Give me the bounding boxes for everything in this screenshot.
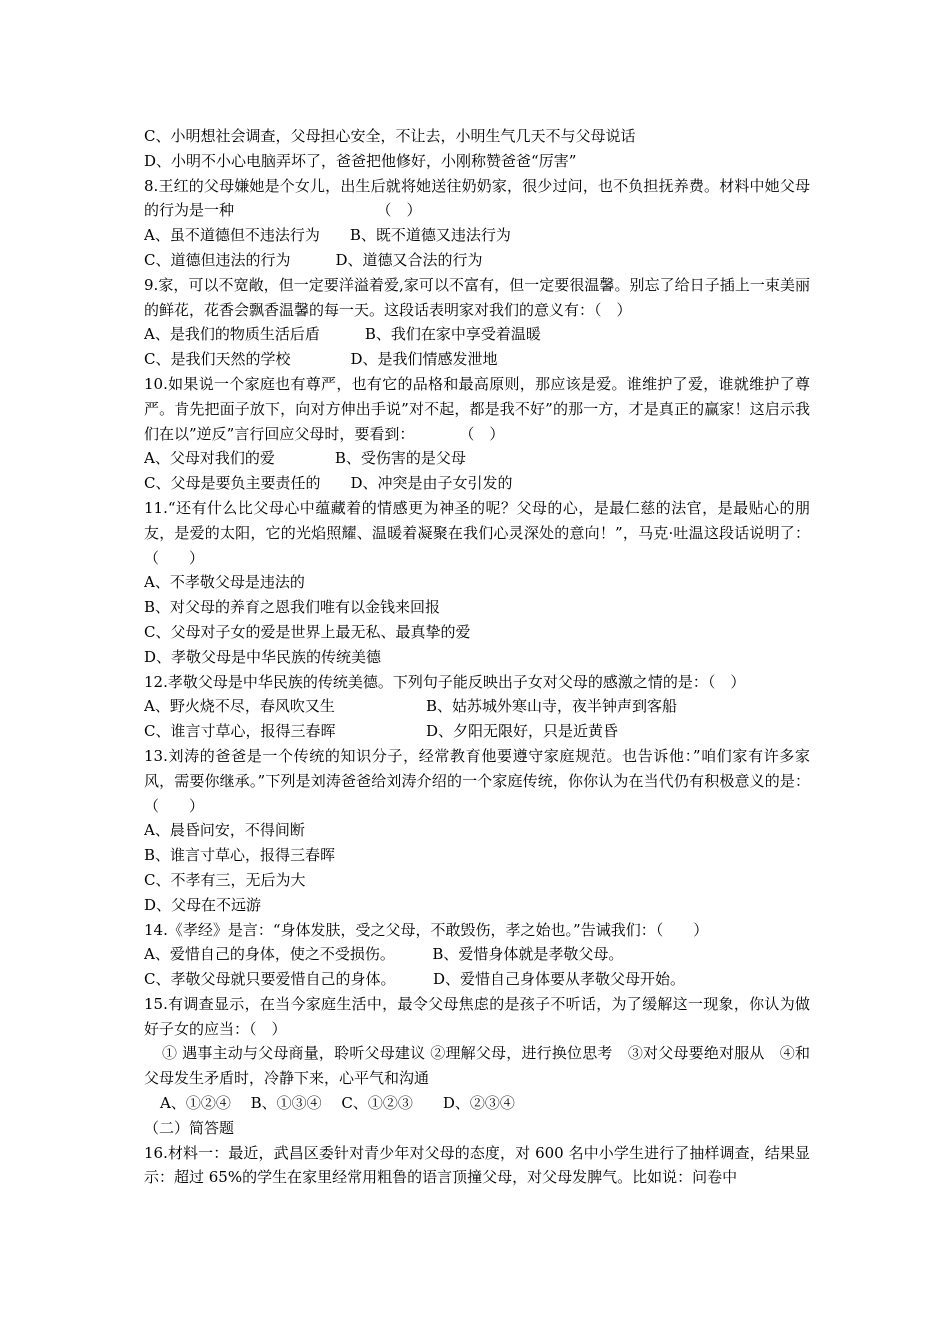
q15-stem: 15.有调查显示，在当今家庭生活中，最令父母焦虑的是孩子不听话，为了缓解这一现象，你认为做好子女的应当：（ ） — [144, 994, 810, 1038]
q12-options-ab — [144, 694, 810, 719]
q11-option-a: A、不孝敬父母是违法的 — [144, 573, 305, 592]
q8-stem: 8.王红的父母嫌她是个女儿，出生后就将她送往奶奶家，很少过问，也不负担抚养费。材料中她父母的行为是一种 （ ） — [144, 176, 810, 220]
q11-stem: 11.“还有什么比父母心中蕴藏着的情感更为神圣的呢？父母的心，是最仁慈的法官，是最贴心的朋友，是爱的太阳，它的光焰照耀、温暖着凝聚在我们心灵深处的意向！”，马克·吐温这段话说明了：（ ） — [144, 498, 810, 567]
q9-stem: 9.家，可以不宽敞，但一定要洋溢着爱,家可以不富有，但一定要很温馨。别忘了给日子插上一束美丽的鲜花，花香会飘香温馨的每一天。这段话表明家对我们的意义有：（ ） — [144, 275, 810, 319]
q10-stem: 10.如果说一个家庭也有尊严，也有它的品格和最高原则，那应该是爱。谁维护了爱，谁就维护了尊严。肯先把面子放下，向对方伸出手说”对不起，都是我不好”的那一方，才是真正的赢家！这启示我们在以”逆反”言行回应父母时，要看到： （ ） — [144, 374, 810, 443]
q13-option-c: C、不孝有三，无后为大 — [144, 870, 306, 889]
q8-options-ab: A、虽不道德但不违法行为 B、既不道德又违法行为 — [144, 226, 511, 245]
q12-option-b: B、姑苏城外寒山寺，夜半钟声到客船 — [426, 697, 678, 716]
q12-stem: 12.孝敬父母是中华民族的传统美德。下列句子能反映出子女对父母的感激之情的是：（ ） — [144, 672, 746, 691]
q14-options-cd: C、孝敬父母就只要爱惜自己的身体。 D、爱惜自己身体要从孝敬父母开始。 — [144, 970, 686, 989]
q13-stem: 13.刘涛的爸爸是一个传统的知识分子，经常教育他要遵守家庭规范。也告诉他：”咱们家有许多家风，需要你继承。”下列是刘涛爸爸给刘涛介绍的一个家庭传统，你你认为在当代仍有积极意义的是：（ ） — [144, 746, 810, 815]
q11-option-d: D、孝敬父母是中华民族的传统美德 — [144, 647, 382, 666]
q13-option-a: A、晨昏问安，不得间断 — [144, 821, 305, 840]
q15-statements: ① 遇事主动与父母商量，聆听父母建议 ②理解父母，进行换位思考 ③对父母要绝对服从 ④和父母发生矛盾时，冷静下来，心平气和沟通 — [144, 1044, 810, 1088]
q8-options-cd: C、道德但违法的行为 D、道德又合法的行为 — [144, 250, 483, 269]
q14-options-ab: A、爱惜自己的身体，使之不受损伤。 B、爱惜身体就是孝敬父母。 — [144, 945, 624, 964]
q13-option-b: B、谁言寸草心，报得三春晖 — [144, 846, 336, 865]
q9-options-cd: C、是我们天然的学校 D、是我们情感发泄地 — [144, 350, 498, 369]
q10-options-ab: A、父母对我们的爱 B、受伤害的是父母 — [144, 449, 466, 468]
q7-option-c: C、小明想社会调查，父母担心安全，不让去，小明生气几天不与父母说话 — [144, 127, 636, 145]
q12-option-a: A、野火烧不尽，春风吹又生 — [144, 697, 335, 716]
q10-options-cd: C、父母是要负主要责任的 D、冲突是由子女引发的 — [144, 474, 513, 493]
q11-option-c: C、父母对子女的爱是世界上最无私、最真挚的爱 — [144, 622, 471, 641]
q12-option-d: D、夕阳无限好，只是近黄昏 — [426, 722, 619, 741]
q12-options-cd — [144, 719, 810, 744]
q7-option-d: D、小明不小心电脑弄坏了，爸爸把他修好，小刚称赞爸爸“厉害” — [144, 151, 577, 170]
q11-option-b: B、对父母的养育之恩我们唯有以金钱来回报 — [144, 598, 441, 617]
q13-option-d: D、父母在不远游 — [144, 895, 262, 914]
q15-answer-options: A、①②④ B、①③④ C、①②③ D、②③④ — [160, 1094, 515, 1113]
q14-stem: 14.《孝经》是言：“身体发肤，受之父母，不敢毁伤，孝之始也。”告诫我们：（ ） — [144, 920, 709, 939]
section-heading-short-answer: （二）简答题 — [144, 1118, 235, 1137]
q16-material-one: 16.材料一：最近，武昌区委针对青少年对父母的态度，对 600 名中小学生进行了抽样调查，结果显示：超过 65%的学生在家里经常用粗鲁的语言顶撞父母，对父母发脾气。比如说：问卷中 — [144, 1143, 810, 1187]
q12-option-c: C、谁言寸草心，报得三春晖 — [144, 722, 336, 741]
q9-options-ab: A、是我们的物质生活后盾 B、我们在家中享受着温暖 — [144, 325, 541, 344]
document-page — [144, 124, 810, 1190]
